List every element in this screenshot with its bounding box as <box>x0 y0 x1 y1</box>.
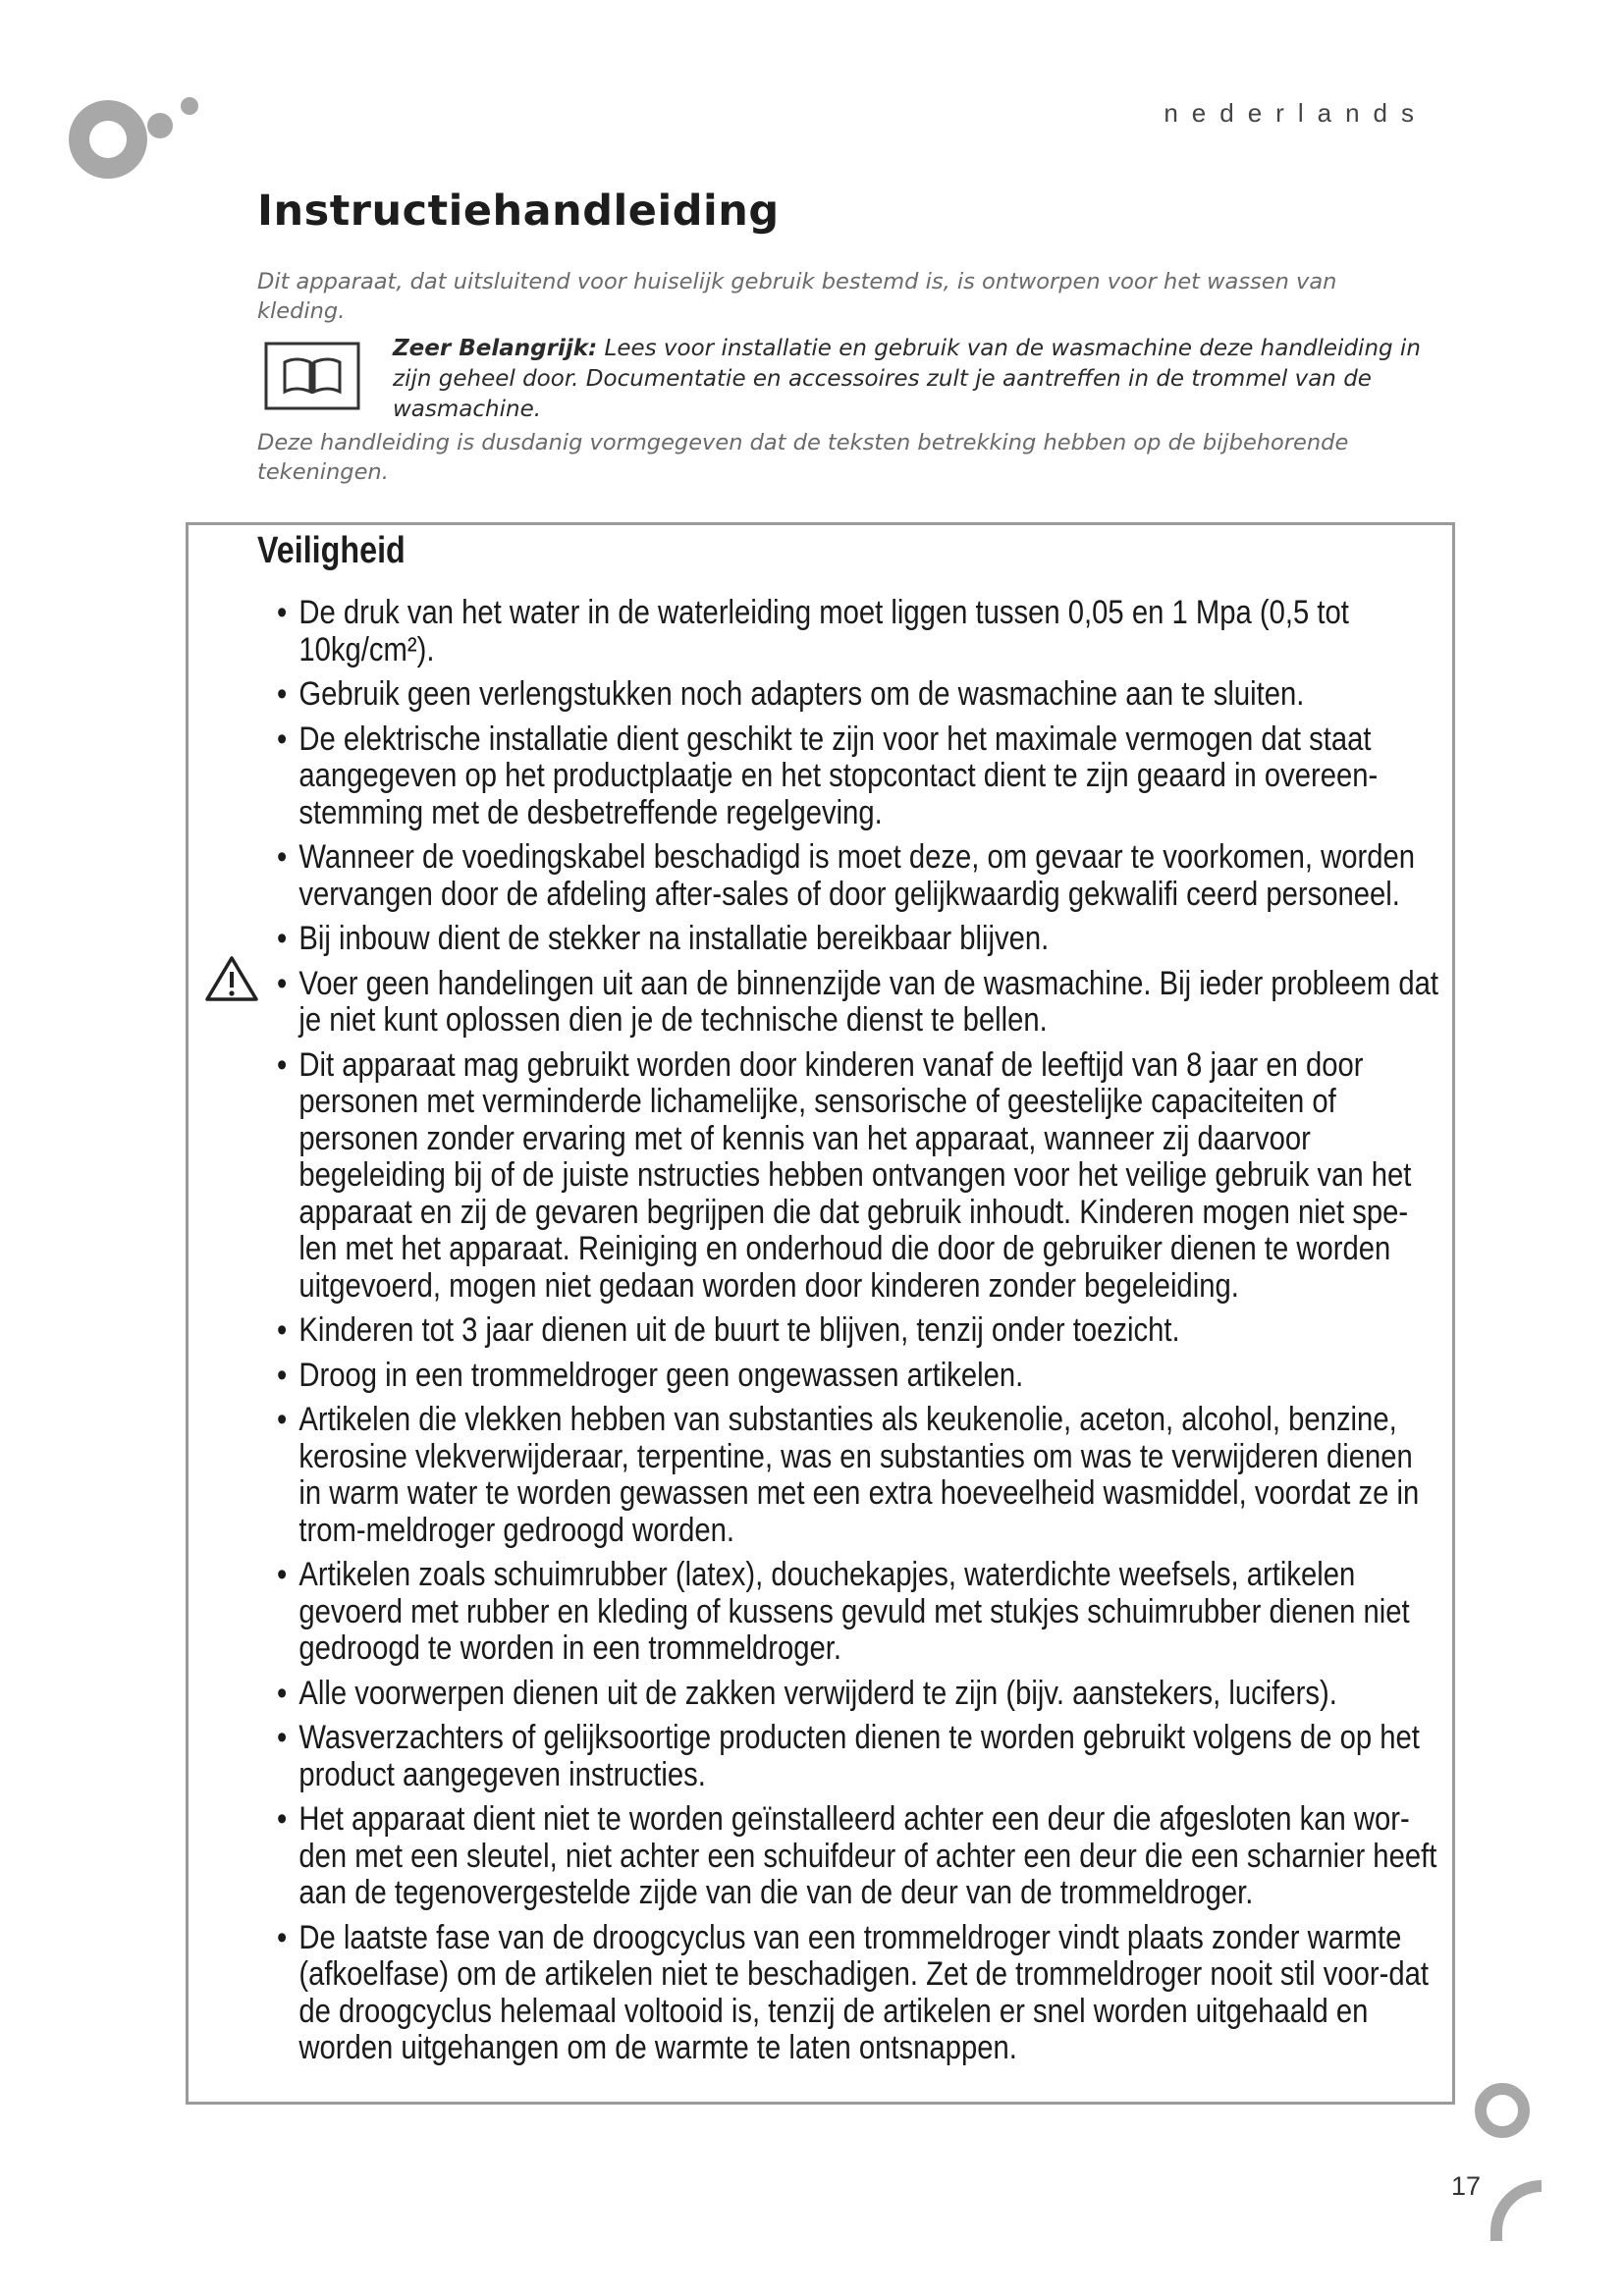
bullet-icon: • <box>277 920 288 957</box>
safety-item-text: Wanneer de voedingskabel beschadigd is moet deze, om gevaar te voorkomen, worden vervangen door de afdeling after-sales of door gelijkwaardig gekwalifi ceerd personeel. <box>298 838 1416 913</box>
bullet-icon: • <box>277 1918 288 1956</box>
safety-item-text: Kinderen tot 3 jaar dienen uit de buurt te blijven, tenzij onder toezicht. <box>298 1311 1180 1349</box>
list-item <box>277 1047 1442 1306</box>
important-lead: Zeer Belangrijk: <box>393 336 598 361</box>
bullet-icon: • <box>277 1401 288 1438</box>
warning-icon <box>204 954 259 1003</box>
list-item <box>277 1920 1442 2067</box>
page-title: Instructiehandleiding <box>257 187 780 236</box>
bullet-icon: • <box>277 594 288 631</box>
book-icon <box>263 341 361 411</box>
list-item <box>277 1801 1442 1912</box>
bullet-icon: • <box>277 838 288 876</box>
safety-item-text: Wasverzachters of gelijksoortige producten dienen te worden gebruikt volgens de op het product aangegeven instructies. <box>298 1719 1420 1793</box>
safety-item-text: Alle voorwerpen dienen uit de zakken verwijderd te zijn (bijv. aanstekers, lucifers). <box>298 1674 1337 1712</box>
safety-item-text: De elektrische installatie dient geschikt te zijn voor het maximale vermogen dat staat aangegeven op het productplaatje en het stopcontact dient te zijn geaard in overeen-stemming met de desbetreffende regelgeving. <box>298 720 1379 831</box>
bullet-icon: • <box>277 1800 288 1838</box>
drawing-note: Deze handleiding is dusdanig vormgegeven dat de teksten betrekking hebben op de bijbehorende tekeningen. <box>257 430 1349 485</box>
bullet-icon: • <box>277 1556 288 1593</box>
list-item <box>277 1402 1442 1549</box>
safety-item-text: De druk van het water in de waterleiding moet liggen tussen 0,05 en 1 Mpa (0,5 tot 10kg/cm²). <box>298 594 1349 668</box>
bullet-icon: • <box>277 1311 288 1349</box>
list-item <box>277 966 1442 1040</box>
brand-logo-icon <box>59 88 206 196</box>
list-item <box>277 839 1442 913</box>
safety-item-text: Artikelen zoals schuimrubber (latex), douchekapjes, waterdichte weefsels, artikelen gevoerd met rubber en kleding of kussens gevuld met stukjes schuimrubber dienen niet gedroogd te worden in een trommeldroger. <box>298 1556 1410 1667</box>
safety-item-text: Dit apparaat mag gebruikt worden door kinderen vanaf de leeftijd van 8 jaar en door personen met verminderde lichamelijke, sensorische of geestelijke capaciteiten of personen zonder ervaring met of kennis van het apparaat, wanneer zij daarvoor begeleiding bij of de juiste nstructies hebben ontvangen voor het veilige gebruik van het apparaat en zij de gevaren begrijpen die dat gebruik inhoudt. Kinderen mogen niet spe-len met het apparaat. Reiniging en onderhoud die door de gebruiker dienen te worden uitgevoerd, mogen niet gedaan worden door kinderen zonder begeleiding. <box>298 1045 1412 1305</box>
page-number: 17 <box>1451 2171 1482 2201</box>
bullet-icon: • <box>277 964 288 1002</box>
safety-item-text: Gebruik geen verlengstukken noch adapters om de wasmachine aan te sluiten. <box>298 675 1305 713</box>
list-item <box>277 595 1442 668</box>
list-item <box>277 721 1442 832</box>
list-item <box>277 1557 1442 1668</box>
bullet-icon: • <box>277 720 288 758</box>
list-item <box>277 1720 1442 1793</box>
safety-item-text: Voer geen handelingen uit aan de binnenzijde van de wasmachine. Bij ieder probleem dat je niet kunt oplossen dien je de technische dienst te bellen. <box>298 964 1439 1039</box>
arc-decoration-icon <box>1481 2174 1549 2243</box>
safety-heading: Veiligheid <box>257 530 406 571</box>
important-notice <box>393 334 1463 425</box>
safety-list <box>277 595 1445 2075</box>
bullet-icon: • <box>277 1719 288 1756</box>
intro-text: Dit apparaat, dat uitsluitend voor huiselijk gebruik bestemd is, is ontworpen voor het wassen van kleding. <box>257 269 1337 324</box>
safety-item-text: Het apparaat dient niet te worden geïnstalleerd achter een deur die afgesloten kan wor-den met een sleutel, niet achter een schuifdeur of achter een deur die een scharnier heeft aan de tegenovergestelde zijde van die van de deur van de trommeldroger. <box>298 1800 1437 1911</box>
bullet-icon: • <box>277 1045 288 1084</box>
ring-decoration-icon <box>1473 2081 1532 2140</box>
list-item <box>277 1676 1442 1713</box>
safety-item-text: Droog in een trommeldroger geen ongewassen artikelen. <box>298 1356 1024 1394</box>
safety-item-text: Bij inbouw dient de stekker na installatie bereikbaar blijven. <box>298 920 1050 957</box>
safety-item-text: De laatste fase van de droogcyclus van een trommeldroger vindt plaats zonder warmte (afkoelfase) om de artikelen niet te beschadigen. Zet de trommeldroger nooit stil voor-dat de droogcyclus helemaal voltooid is, tenzij de artikelen er snel worden uitgehaald en worden uitgehangen om de warmte te laten ontsnappen. <box>298 1918 1430 2066</box>
important-text: Lees voor installatie en gebruik van de wasmachine deze handleiding in zijn geheel door. Documentatie en accessoires zult je aantreffen in de trommel van de wasmachine. <box>393 336 1421 422</box>
bullet-icon: • <box>277 1356 288 1394</box>
list-item <box>277 921 1442 958</box>
language-label: nederlands <box>1164 98 1428 128</box>
bullet-icon: • <box>277 675 288 713</box>
list-item <box>277 676 1442 714</box>
safety-item-text: Artikelen die vlekken hebben van substanties als keukenolie, aceton, alcohol, benzine, kerosine vlekverwijderaar, terpentine, was en substanties om was te verwijderen dienen in warm water te worden gewassen met een extra hoeveelheid wasmiddel, voordat ze in trom-meldroger gedroogd worden. <box>298 1401 1420 1549</box>
bullet-icon: • <box>277 1674 288 1712</box>
list-item <box>277 1312 1442 1350</box>
list-item <box>277 1358 1442 1395</box>
